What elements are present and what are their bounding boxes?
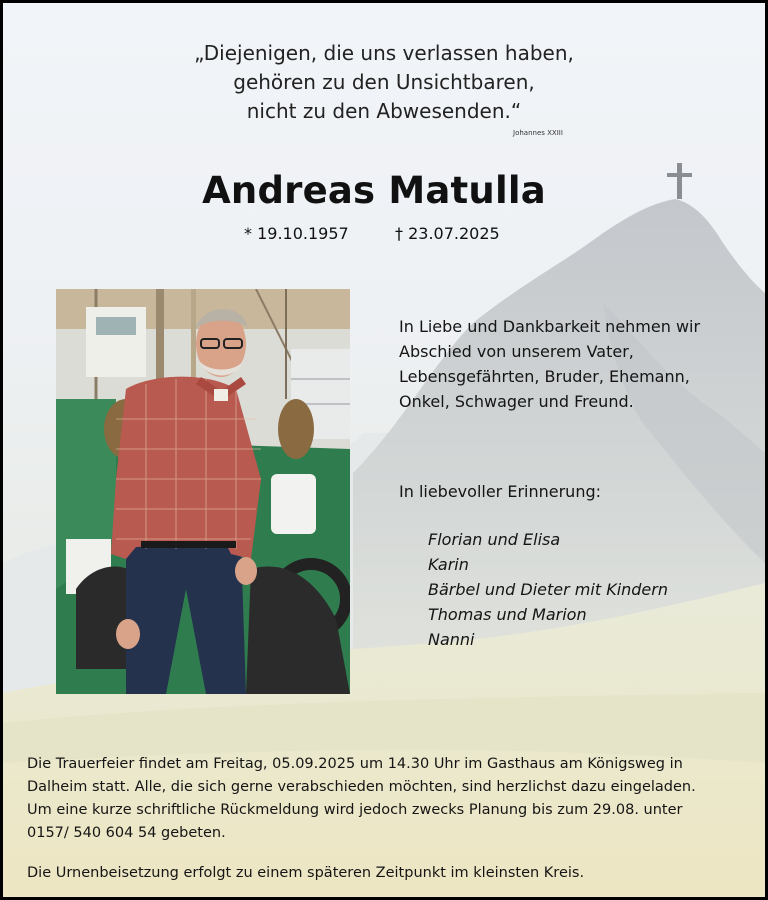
quote-author: Johannes XXIII bbox=[513, 129, 563, 137]
mourner-entry: Bärbel und Dieter mit Kindern bbox=[428, 580, 668, 599]
death-date: † 23.07.2025 bbox=[395, 224, 500, 243]
ceremony-line: 0157/ 540 604 54 gebeten. bbox=[27, 825, 226, 841]
birth-date: * 19.10.1957 bbox=[244, 224, 349, 243]
deceased-name: Andreas Matulla bbox=[202, 169, 546, 212]
farewell-text bbox=[399, 314, 749, 414]
ceremony-line: Dalheim statt. Alle, die sich gerne verabschieden möchten, sind herzlichst dazu eingeladen. bbox=[27, 779, 696, 795]
farewell-line: Onkel, Schwager und Freund. bbox=[399, 392, 634, 411]
portrait-photo bbox=[56, 289, 350, 694]
ceremony-notice bbox=[27, 753, 747, 845]
mourner-entry: Karin bbox=[428, 555, 469, 574]
quote bbox=[3, 39, 765, 126]
quote-line: nicht zu den Abwesenden.“ bbox=[246, 99, 522, 123]
farewell-line: Abschied von unserem Vater, bbox=[399, 342, 634, 361]
farewell-line: Lebensgefährten, Bruder, Ehemann, bbox=[399, 367, 690, 386]
quote-line: „Diejenigen, die uns verlassen haben, bbox=[194, 41, 574, 65]
quote-line: gehören zu den Unsichtbaren, bbox=[233, 70, 535, 94]
mourner-entry: Thomas und Marion bbox=[428, 605, 587, 624]
ceremony-line: Um eine kurze schriftliche Rückmeldung wird jedoch zwecks Planung bis zum 29.08. unter bbox=[27, 802, 683, 818]
farewell-line: In Liebe und Dankbarkeit nehmen wir bbox=[399, 317, 701, 336]
mourner-entry: Nanni bbox=[428, 630, 475, 649]
mourner-entry: Florian und Elisa bbox=[428, 530, 561, 549]
ceremony-line: Die Trauerfeier findet am Freitag, 05.09.2025 um 14.30 Uhr im Gasthaus am Königsweg in bbox=[27, 756, 683, 772]
mourners-list bbox=[428, 527, 668, 652]
urn-notice: Die Urnenbeisetzung erfolgt zu einem späteren Zeitpunkt im kleinsten Kreis. bbox=[27, 865, 585, 881]
memory-heading: In liebevoller Erinnerung: bbox=[399, 482, 601, 501]
